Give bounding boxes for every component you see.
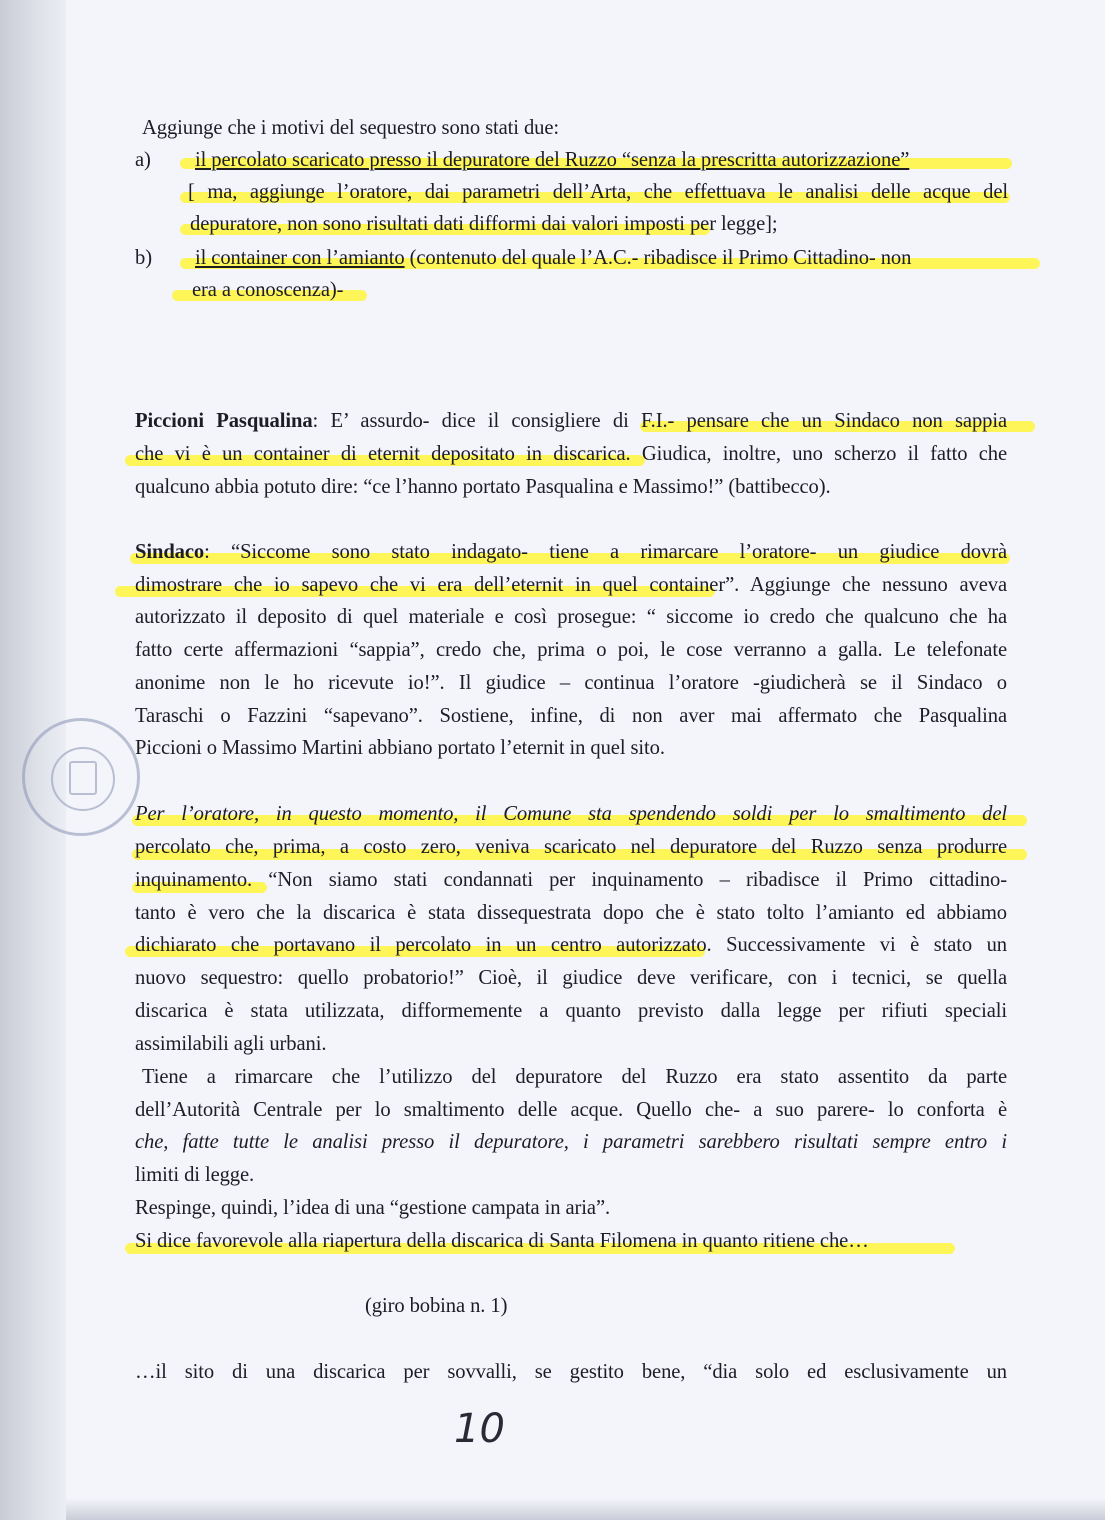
final-line: …il sito di una discarica per sovvalli, se gestito bene, “dia solo ed esclusivamente un xyxy=(135,1361,1007,1383)
page-bottom-edge xyxy=(66,1498,1105,1520)
sindaco-line: Taraschi o Fazzini “sapevano”. Sostiene, infine, di non aver mai affermato che Pasqualina xyxy=(135,705,1007,727)
tape-reel-note: (giro bobina n. 1) xyxy=(365,1295,508,1317)
sindaco-line: Piccioni o Massimo Martini abbiano portato l’eternit in quel sito. xyxy=(135,737,665,759)
oratore-line: nuovo sequestro: quello probatorio!” Cioè, il giudice deve verificare, con i tecnici, se quella xyxy=(135,967,1007,989)
sindaco-line xyxy=(135,536,1007,568)
piccioni-line: che vi è un container di eternit depositato in discarica. Giudica, inoltre, uno scherzo il fatto che xyxy=(135,443,1007,465)
sindaco-text: : “Siccome sono stato indagato- tiene a rimarcare l’oratore- un giudice dovrà xyxy=(204,541,1007,563)
sindaco-line: fatto certe affermazioni “sappia”, credo che, prima o poi, le cose verranno a galla. Le telefonate xyxy=(135,639,1007,661)
sindaco-line: autorizzato il deposito di quel materiale e così prosegue: “ siccome io credo che qualcuno che ha xyxy=(135,606,1007,628)
item-a-line: il percolato scaricato presso il depuratore del Ruzzo “senza la prescritta autorizzazione” xyxy=(195,149,910,171)
sindaco-line: dimostrare che io sapevo che vi era dell’eternit in quel container”. Aggiunge che nessuno aveva xyxy=(135,574,1007,596)
oratore-line: tanto è vero che la discarica è stata dissequestrata dopo che è stato tolto l’amianto ed abbiamo xyxy=(135,902,1007,924)
oratore-line: percolato che, prima, a costo zero, veniva scaricato nel depuratore del Ruzzo senza produrre xyxy=(135,836,1007,858)
item-a-line: depuratore, non sono risultati dati difformi dai valori imposti per legge]; xyxy=(190,213,778,235)
oratore-line: dichiarato che portavano il percolato in un centro autorizzato. Successivamente vi è stato un xyxy=(135,934,1007,956)
tiene-line: Respinge, quindi, l’idea di una “gestione campata in aria”. xyxy=(135,1197,611,1219)
official-stamp-icon xyxy=(22,718,140,836)
tiene-line: Si dice favorevole alla riapertura della discarica di Santa Filomena in quanto ritiene che… xyxy=(135,1230,869,1252)
speaker-name: Sindaco xyxy=(135,541,205,563)
item-b-rest: (contenuto del quale l’A.C.- ribadisce il Primo Cittadino- non xyxy=(404,247,912,269)
oratore-line: assimilabili agli urbani. xyxy=(135,1033,327,1055)
tiene-line: dell’Autorità Centrale per lo smaltimento delle acque. Quello che- a suo parere- lo conforta è xyxy=(135,1099,1007,1121)
intro-line: Aggiunge che i motivi del sequestro sono stati due: xyxy=(142,117,560,139)
speaker-name: Piccioni Pasqualina xyxy=(135,410,313,432)
item-a-line: [ ma, aggiunge l’oratore, dai parametri dell’Arta, che effettuava le analisi delle acque del xyxy=(188,181,1008,203)
piccioni-text: : E’ assurdo- dice il consigliere di F.I.- pensare che un Sindaco non sappia xyxy=(312,410,1008,432)
item-a-marker: a) xyxy=(135,149,151,171)
oratore-line: inquinamento. “Non siamo stati condannati per inquinamento – ribadisce il Primo cittadino- xyxy=(135,869,1007,891)
tiene-line: Tiene a rimarcare che l’utilizzo del depuratore del Ruzzo era stato assentito da parte xyxy=(142,1066,1007,1088)
tiene-line: limiti di legge. xyxy=(135,1164,255,1186)
item-b-underlined: il container con l’amianto xyxy=(195,247,405,269)
item-b-marker: b) xyxy=(135,247,152,269)
tiene-line: che, fatte tutte le analisi presso il depuratore, i parametri sarebbero risultati sempre entro i xyxy=(135,1131,1007,1153)
sindaco-line: anonime non le ho ricevute io!”. Il giudice – continua l’oratore -giudicherà se il Sindaco o xyxy=(135,672,1007,694)
piccioni-line xyxy=(135,405,1007,437)
item-b-line: era a conoscenza)- xyxy=(192,279,344,301)
oratore-line: discarica è stata utilizzata, difformemente a quanto previsto dalla legge per rifiuti speciali xyxy=(135,1000,1007,1022)
piccioni-line: qualcuno abbia potuto dire: “ce l’hanno portato Pasqualina e Massimo!” (battibecco). xyxy=(135,476,831,498)
item-b-line xyxy=(195,242,911,274)
page-number: 10 xyxy=(454,1406,505,1452)
oratore-line: Per l’oratore, in questo momento, il Comune sta spendendo soldi per lo smaltimento del xyxy=(135,803,1007,825)
